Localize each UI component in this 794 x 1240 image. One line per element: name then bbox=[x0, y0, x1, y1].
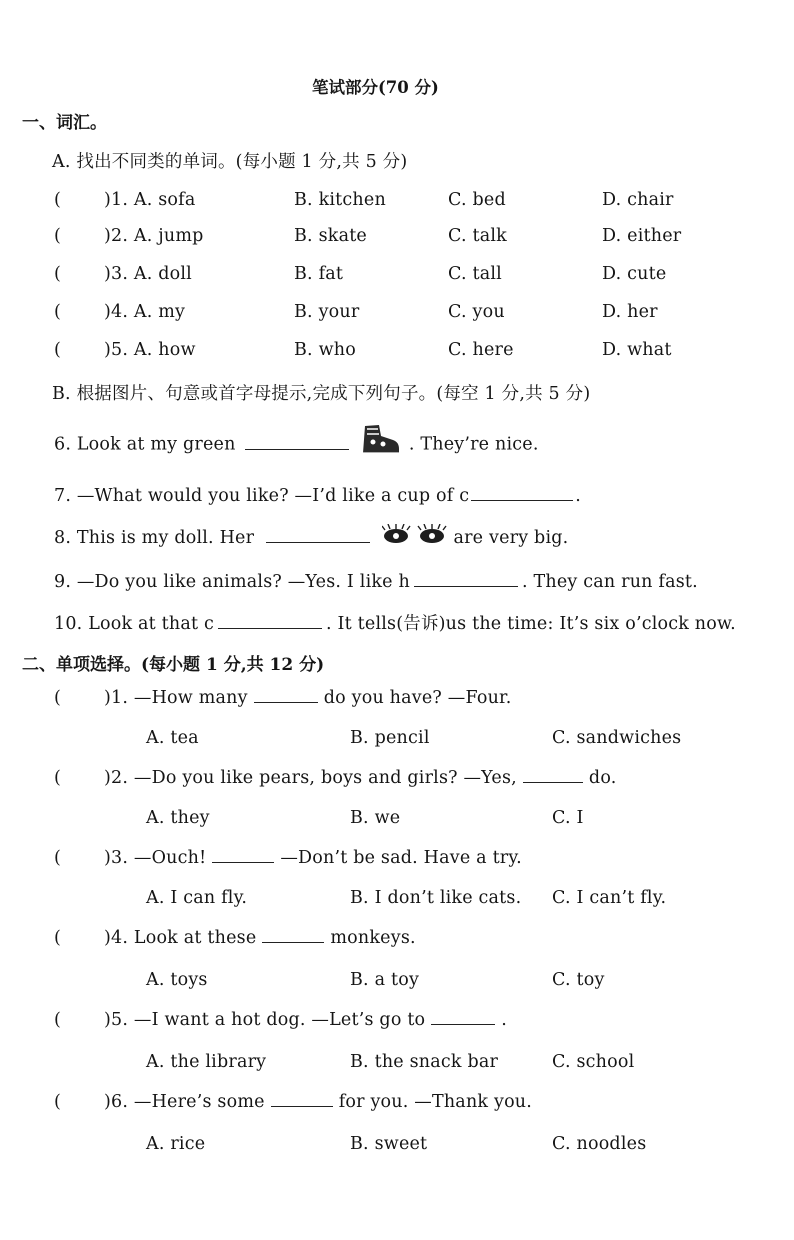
question-9 bbox=[54, 572, 698, 592]
q10-tail: . It tells(告诉)us the time: It’s six o’clock now. bbox=[326, 614, 736, 634]
option-b: B. pencil bbox=[350, 728, 430, 748]
question-7 bbox=[54, 486, 581, 506]
section2-question bbox=[104, 1010, 507, 1030]
section2-paren: ( bbox=[54, 1010, 62, 1030]
option-a: A. I can fly. bbox=[146, 888, 248, 908]
partA-paren: ( bbox=[54, 226, 62, 246]
q6-tail: . They’re nice. bbox=[408, 434, 539, 455]
partA-option-d: D. her bbox=[602, 302, 658, 322]
section2-question bbox=[104, 768, 617, 788]
partA-option-b: B. skate bbox=[294, 226, 367, 246]
question-text: )4. Look at these bbox=[104, 928, 257, 948]
partA-paren: ( bbox=[54, 190, 62, 210]
page-title: 笔试部分(70 分) bbox=[312, 78, 439, 97]
section1-heading: 一、词汇。 bbox=[22, 113, 107, 133]
answer-blank[interactable] bbox=[254, 701, 318, 703]
question-text: )6. —Here’s some bbox=[104, 1092, 265, 1112]
option-b: B. we bbox=[350, 808, 401, 828]
partA-option-a: )2. A. jump bbox=[104, 226, 204, 246]
partA-option-b: B. fat bbox=[294, 264, 344, 284]
section2-paren: ( bbox=[54, 688, 62, 708]
answer-blank[interactable] bbox=[523, 781, 583, 783]
option-c: C. toy bbox=[552, 970, 605, 990]
q7-tail: . bbox=[575, 486, 581, 506]
partA-option-a: )1. A. sofa bbox=[104, 190, 196, 210]
option-b: B. the snack bar bbox=[350, 1052, 499, 1072]
section2-question bbox=[104, 928, 416, 948]
option-a: A. tea bbox=[146, 728, 199, 748]
question-text: )3. —Ouch! bbox=[104, 848, 207, 868]
answer-blank[interactable] bbox=[262, 941, 324, 943]
partA-option-d: D. cute bbox=[602, 264, 667, 284]
partA-option-a: )4. A. my bbox=[104, 302, 186, 322]
question-6 bbox=[54, 432, 539, 458]
partA-instruction: A. 找出不同类的单词。(每小题 1 分,共 5 分) bbox=[52, 152, 408, 172]
option-a: A. they bbox=[146, 808, 210, 828]
partA-option-c: C. tall bbox=[448, 264, 502, 284]
q10-text: 10. Look at that c bbox=[54, 614, 215, 634]
q9-blank[interactable] bbox=[414, 585, 518, 587]
option-c: C. school bbox=[552, 1052, 635, 1072]
section2-paren: ( bbox=[54, 848, 62, 868]
q7-blank[interactable] bbox=[471, 499, 573, 501]
option-b: B. I don’t like cats. bbox=[350, 888, 522, 908]
option-c: C. I bbox=[552, 808, 584, 828]
option-a: A. toys bbox=[146, 970, 208, 990]
question-tail: do. bbox=[588, 768, 617, 788]
option-c: C. noodles bbox=[552, 1134, 647, 1154]
q8-text: 8. This is my doll. Her bbox=[54, 528, 255, 548]
partA-paren: ( bbox=[54, 264, 62, 284]
q8-blank[interactable] bbox=[266, 541, 370, 543]
section2-heading: 二、单项选择。(每小题 1 分,共 12 分) bbox=[22, 655, 325, 675]
question-tail: . bbox=[501, 1010, 508, 1030]
partA-option-a: )5. A. how bbox=[104, 340, 196, 360]
q6-blank[interactable] bbox=[245, 448, 349, 450]
question-10 bbox=[54, 610, 736, 635]
question-tail: for you. —Thank you. bbox=[338, 1092, 533, 1112]
question-tail: monkeys. bbox=[330, 928, 416, 948]
partB-instruction: B. 根据图片、句意或首字母提示,完成下列句子。(每空 1 分,共 5 分) bbox=[52, 384, 591, 404]
partA-option-d: D. either bbox=[602, 226, 682, 246]
partA-option-b: B. who bbox=[294, 340, 356, 360]
question-text: )5. —I want a hot dog. —Let’s go to bbox=[104, 1010, 426, 1030]
eyes-icon bbox=[382, 524, 448, 548]
q9-tail: . They can run fast. bbox=[521, 572, 698, 592]
option-a: A. rice bbox=[146, 1134, 206, 1154]
option-a: A. the library bbox=[146, 1052, 267, 1072]
shoes-icon bbox=[359, 422, 403, 458]
partA-option-c: C. bed bbox=[448, 190, 506, 210]
partA-paren: ( bbox=[54, 302, 62, 322]
option-b: B. a toy bbox=[350, 970, 420, 990]
q7-text: 7. —What would you like? —I’d like a cup of c bbox=[54, 486, 470, 506]
partA-paren: ( bbox=[54, 340, 62, 360]
question-text: )2. —Do you like pears, boys and girls? —Yes, bbox=[104, 768, 517, 788]
question-tail: do you have? —Four. bbox=[323, 688, 512, 708]
partA-option-c: C. here bbox=[448, 340, 514, 360]
q10-blank[interactable] bbox=[218, 627, 322, 629]
section2-question bbox=[104, 1092, 532, 1112]
option-b: B. sweet bbox=[350, 1134, 428, 1154]
q9-text: 9. —Do you like animals? —Yes. I like h bbox=[54, 572, 410, 592]
answer-blank[interactable] bbox=[431, 1023, 495, 1025]
partA-option-c: C. you bbox=[448, 302, 505, 322]
question-text: )1. —How many bbox=[104, 688, 248, 708]
q8-tail: are very big. bbox=[453, 528, 569, 548]
partA-option-c: C. talk bbox=[448, 226, 507, 246]
partA-option-b: B. kitchen bbox=[294, 190, 386, 210]
answer-blank[interactable] bbox=[271, 1105, 333, 1107]
option-c: C. sandwiches bbox=[552, 728, 682, 748]
section2-paren: ( bbox=[54, 768, 62, 788]
section2-question bbox=[104, 848, 522, 868]
partA-option-d: D. chair bbox=[602, 190, 674, 210]
partA-option-b: B. your bbox=[294, 302, 360, 322]
partA-option-a: )3. A. doll bbox=[104, 264, 192, 284]
q6-text: 6. Look at my green bbox=[54, 434, 236, 455]
section2-paren: ( bbox=[54, 928, 62, 948]
question-tail: —Don’t be sad. Have a try. bbox=[280, 848, 522, 868]
option-c: C. I can’t fly. bbox=[552, 888, 667, 908]
answer-blank[interactable] bbox=[212, 861, 274, 863]
partA-option-d: D. what bbox=[602, 340, 672, 360]
section2-paren: ( bbox=[54, 1092, 62, 1112]
question-8 bbox=[54, 528, 568, 548]
section2-question bbox=[104, 688, 511, 708]
